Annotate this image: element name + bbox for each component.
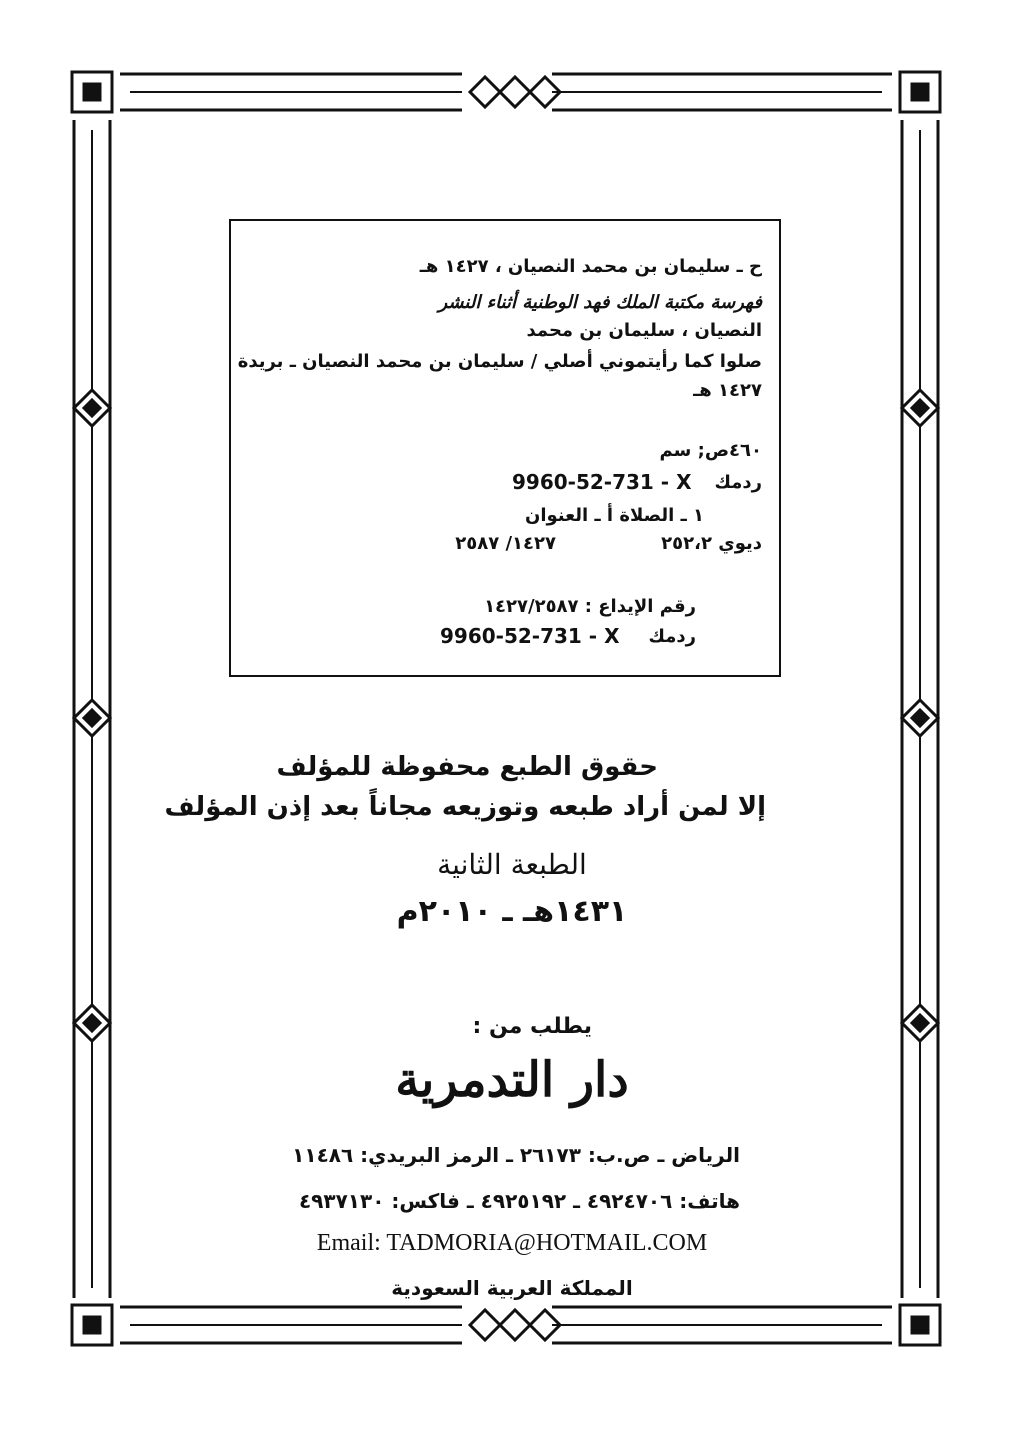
cip-isbn-value: 9960-52-731 - X: [512, 470, 692, 494]
edition-label: الطبعة الثانية: [437, 848, 587, 881]
cip-library-line: فهرسة مكتبة الملك فهد الوطنية أثناء النشر: [438, 292, 762, 313]
cip-deposit-line: رقم الإيداع : ١٤٢٧/٢٥٨٧: [484, 596, 696, 617]
cip-year-line: ١٤٢٧ هـ: [693, 380, 762, 401]
cip-isbn2-value: 9960-52-731 - X: [440, 624, 620, 648]
cip-pages-line: ٤٦٠ص; سم: [659, 440, 762, 461]
cip-isbn-label: ردمك: [714, 472, 762, 493]
publisher-phones: هاتف: ٤٩٢٤٧٠٦ ـ ٤٩٢٥١٩٢ ـ فاكس: ٤٩٣٧١٣٠: [298, 1189, 740, 1213]
cip-dewey-number: ١٤٢٧/ ٢٥٨٧: [455, 533, 556, 554]
cip-dewey-label: ديوي ٢٥٢،٢: [661, 533, 762, 554]
publisher-email: Email: TADMORIA@HOTMAIL.COM: [316, 1230, 708, 1256]
cip-title-line: صلوا كما رأيتموني أصلي / سليمان بن محمد النصيان ـ بريدة: [237, 351, 762, 372]
cip-isbn2-label: ردمك: [648, 626, 696, 647]
request-from: يطلب من :: [472, 1014, 592, 1039]
cip-copyright-line: ح ـ سليمان بن محمد النصيان ، ١٤٢٧ هـ: [419, 256, 762, 277]
cip-subject-line: ١ ـ الصلاة أ ـ العنوان: [524, 505, 704, 526]
cip-author-line: النصيان ، سليمان بن محمد: [526, 320, 762, 341]
rights-line-1: حقوق الطبع محفوظة للمؤلف: [276, 752, 658, 782]
publisher-country: المملكة العربية السعودية: [391, 1276, 633, 1300]
edition-year: ١٤٣١هـ ـ ٢٠١٠م: [396, 894, 628, 929]
publisher-logo: دار التدمرية: [395, 1052, 629, 1108]
rights-line-2: إلا لمن أراد طبعه وتوزيعه مجاناً بعد إذن المؤلف: [164, 792, 766, 822]
publisher-address: الرياض ـ ص.ب: ٢٦١٧٣ ـ الرمز البريدي: ١١٤٨٦: [292, 1143, 740, 1167]
